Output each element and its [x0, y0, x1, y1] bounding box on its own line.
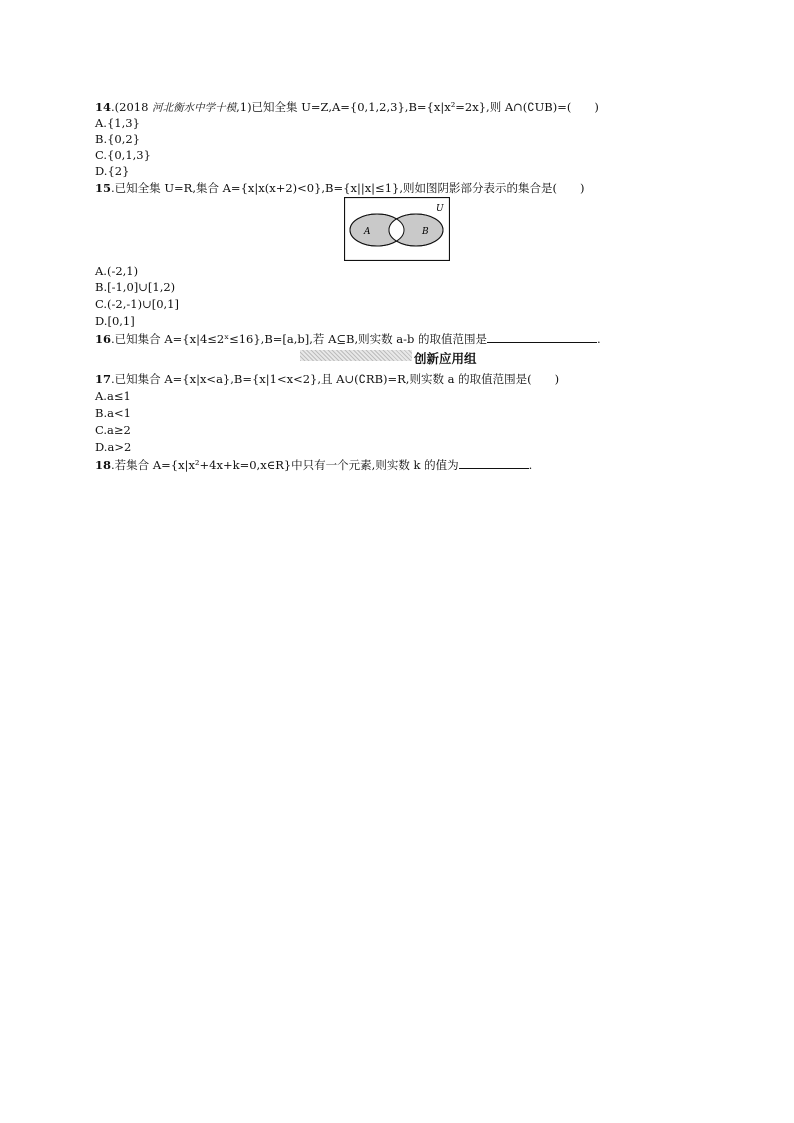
q15-option-a: A.(-2,1) — [95, 264, 139, 278]
q14-stem — [95, 100, 599, 115]
q14-option-a: A.{1,3} — [95, 116, 140, 130]
q14-stem-pre: .(2018 — [111, 100, 153, 114]
q18-stem-text: .若集合 A={x|x²+4x+k=0,x∈R}中只有一个元素,则实数 k 的值为 — [111, 458, 459, 472]
q17-option-a: A.a≤1 — [95, 389, 131, 403]
q15-option-b: B.[-1,0]∪[1,2) — [95, 280, 176, 294]
q14-number: 14 — [95, 100, 112, 114]
q14-option-c: C.{0,1,3} — [95, 148, 151, 162]
q17-option-d: D.a>2 — [95, 440, 132, 454]
q16-stem-text: .已知集合 A={x|4≤2ˣ≤16},B=[a,b],若 A⊆B,则实数 a-b 的取值范围是 — [111, 332, 488, 346]
q16-end: . — [597, 332, 601, 346]
q15-stem-text: .已知全集 U=R,集合 A={x|x(x+2)<0},B={x||x|≤1},则如图阴影部分表示的集合是( ) — [111, 181, 585, 195]
q18-answer-blank[interactable] — [459, 457, 529, 469]
q16-stem — [95, 331, 601, 346]
q18-end: . — [528, 458, 533, 472]
section-decor-bar — [300, 350, 412, 361]
q17-stem-text: .已知集合 A={x|x<a},B={x|1<x<2},且 A∪(∁RB)=R,则实数 a 的取值范围是( ) — [111, 372, 560, 386]
q17-option-b: B.a<1 — [95, 406, 131, 420]
q14-source: 河北衡水中学十模 — [152, 102, 237, 114]
q15-stem — [95, 181, 584, 195]
q16-number: 16 — [95, 332, 112, 346]
q15-option-d: D.[0,1] — [95, 314, 135, 328]
venn-label-u: U — [436, 204, 444, 214]
venn-label-b: B — [422, 227, 429, 237]
q17-stem — [95, 372, 559, 386]
q18-number: 18 — [95, 458, 112, 472]
q16-answer-blank[interactable] — [487, 331, 597, 343]
q17-number: 17 — [95, 372, 112, 386]
q14-option-d: D.{2} — [95, 164, 130, 178]
venn-label-a: A — [364, 227, 371, 237]
q17-option-c: C.a≥2 — [95, 423, 131, 437]
section-title: 创新应用组 — [414, 351, 477, 366]
q15-option-c: C.(-2,-1)∪[0,1] — [95, 297, 179, 311]
venn-diagram — [344, 197, 450, 261]
q18-stem — [95, 457, 532, 472]
q15-number: 15 — [95, 181, 112, 195]
q14-option-b: B.{0,2} — [95, 132, 141, 146]
q14-stem-post: ,1)已知全集 U=Z,A={0,1,2,3},B={x|x²=2x},则 A∩(∁UB)=( ) — [236, 100, 599, 114]
